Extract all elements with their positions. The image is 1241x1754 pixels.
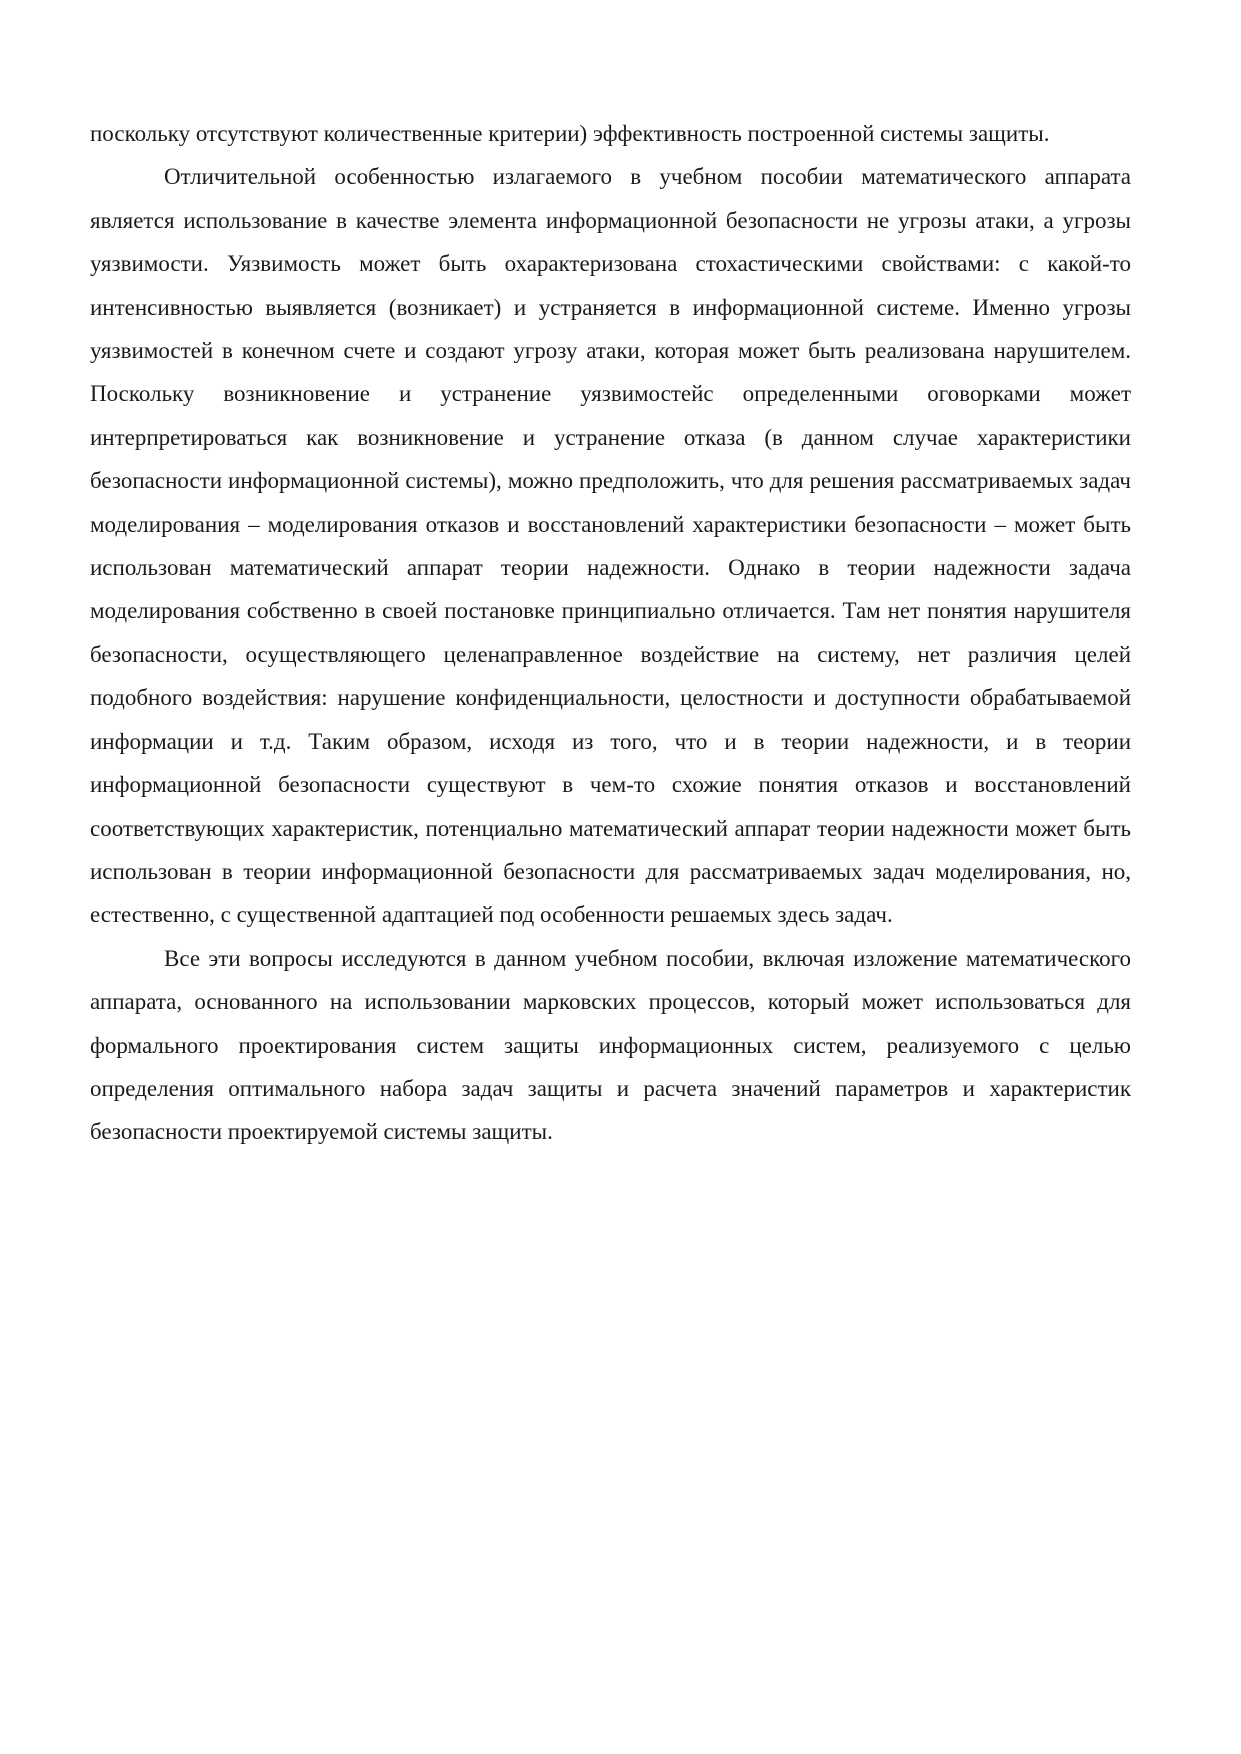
paragraph-continuation: поскольку отсутствуют количественные критерии) эффективность построенной системы защиты. <box>90 121 1050 146</box>
document-page <box>90 112 1131 1154</box>
paragraph-distinctive-feature: Отличительной особенностью излагаемого в учебном пособии математического аппарата является использование в качестве элемента информационной безопасности не угрозы атаки, а угрозы уязвимости. Уязвимость может быть охарактеризована стохастическими свойствами: с какой-то интенсивностью выявляется (возникает) и устраняется в информационной системе. Именно угрозы уязвимостей в конечном счете и создают угрозу атаки, которая может быть реализована нарушителем. Поскольку возникновение и устранение уязвимостейс определенными оговорками может интерпретироваться как возникновение и устранение отказа (в данном случае характеристики безопасности информационной системы), можно предположить, что для решения рассматриваемых задач моделирования – моделирования отказов и восстановлений характеристики безопасности – может быть использован математический аппарат теории надежности. Однако в теории надежности задача моделирования собственно в своей постановке принципиально отличается. Там нет понятия нарушителя безопасности, осуществляющего целенаправленное воздействие на систему, нет различия целей подобного воздействия: нарушение конфиденциальности, целостности и доступности обрабатываемой информации и т.д. Таким образом, исходя из того, что и в теории надежности, и в теории информационной безопасности существуют в чем-то схожие понятия отказов и восстановлений соответствующих характеристик, потенциально математический аппарат теории надежности может быть использован в теории информационной безопасности для рассматриваемых задач моделирования, но, естественно, с существенной адаптацией под особенности решаемых здесь задач. <box>90 164 1131 928</box>
paragraph-summary: Все эти вопросы исследуются в данном учебном пособии, включая изложение математического аппарата, основанного на использовании марковских процессов, который может использоваться для формального проектирования систем защиты информационных систем, реализуемого с целью определения оптимального набора задач защиты и расчета значений параметров и характеристик безопасности проектируемой системы защиты. <box>90 945 1131 1145</box>
